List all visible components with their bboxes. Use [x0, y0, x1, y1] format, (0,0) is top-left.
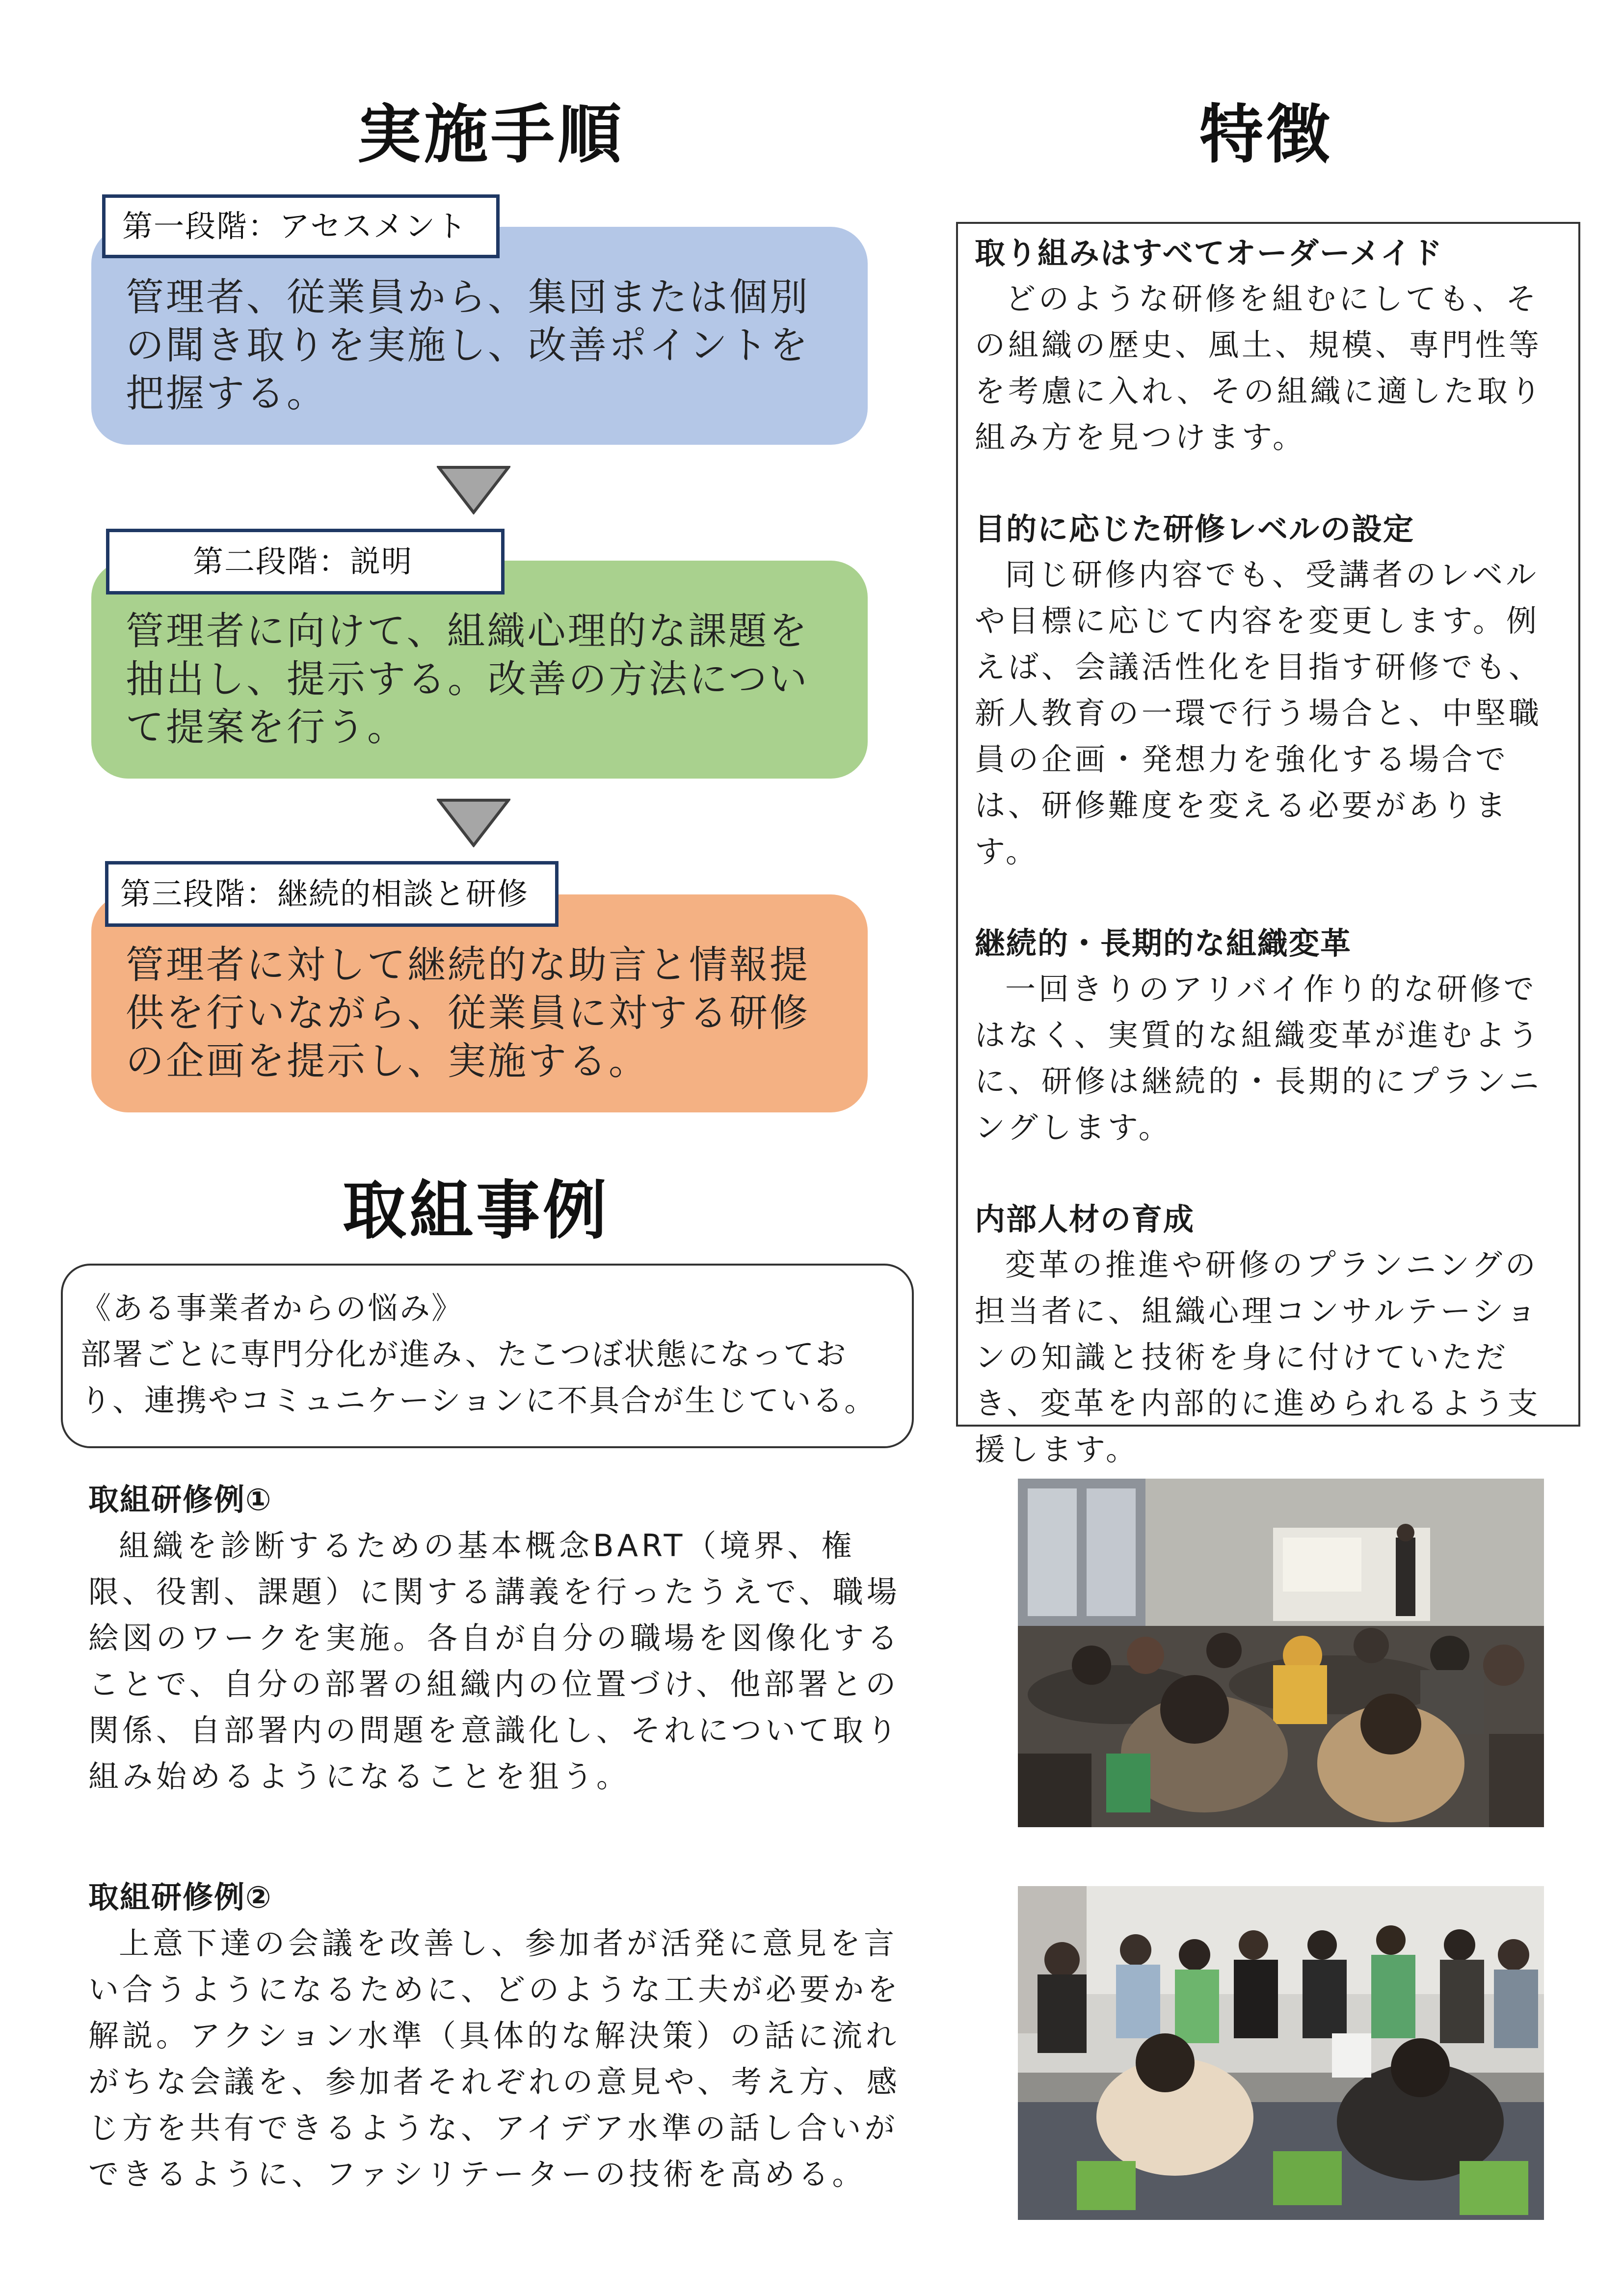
- arrow-down-icon: [437, 465, 510, 516]
- arrow-down-icon: [437, 798, 510, 849]
- step-2-label: 第二段階：説明: [106, 529, 505, 594]
- step-1-box: [91, 227, 868, 445]
- feature-1-body: どのような研修を組むにしても、その組織の歴史、風土、規模、専門性等を考慮に入れ、その組織に適した取り組み方を見つけます。: [975, 281, 1544, 455]
- feature-2-title: 目的に応じた研修レベルの設定: [975, 511, 1415, 547]
- case-2-title: 取組研修例②: [88, 1879, 272, 1915]
- concern-text: 部署ごとに専門分化が進み、たこつぼ状態になっており、連携やコミュニケーションに不具合が生じている。: [80, 1336, 877, 1418]
- case-1-title: 取組研修例①: [88, 1482, 272, 1517]
- case-1: [88, 1477, 923, 1800]
- seminar-photo-2: [1018, 1886, 1544, 2220]
- step-3-label: 第三段階：継続的相談と研修: [105, 861, 559, 927]
- feature-3-body: 一回きりのアリバイ作り的な研修ではなく、実質的な組織変革が進むように、研修は継続的・長期的にプランニングします。: [975, 971, 1543, 1145]
- concern-box: [61, 1264, 914, 1448]
- case-1-body: 組織を診断するための基本概念BART（境界、権限、役割、課題）に関する講義を行ったうえで、職場絵図のワークを実施。各自が自分の職場を図像化することで、自分の部署の組織内の位置づけ、他部署との関係、自部署内の問題を意識化し、それについて取り組み始めるようになることを狙う。: [88, 1528, 902, 1794]
- step-1-text: 管理者、従業員から、集団または個別の聞き取りを実施し、改善ポイントを把握する。: [126, 275, 810, 416]
- seminar-photo-1: [1018, 1479, 1544, 1827]
- feature-2-body: 同じ研修内容でも、受講者のレベルや目標に応じて内容を変更します。例えば、会議活性化を目指す研修でも、新人教育の一環で行う場合と、中堅職員の企画・発想力を強化する場合では、研修難度を変える必要があります。: [975, 557, 1543, 869]
- feature-4-body: 変革の推進や研修のプランニングの担当者に、組織心理コンサルテーションの知識と技術を身に付けていただき、変革を内部的に進められるよう支援します。: [975, 1247, 1541, 1467]
- step-3-text: 管理者に対して継続的な助言と情報提供を行いながら、従業員に対する研修の企画を提示し、実施する。: [126, 943, 810, 1083]
- features-heading: 特徴: [1199, 97, 1333, 172]
- concern-title: 《ある事業者からの悩み》: [80, 1290, 464, 1326]
- step-1-label: 第一段階：アセスメント: [102, 194, 500, 258]
- step-2-text: 管理者に向けて、組織心理的な課題を抽出し、提示する。改善の方法について提案を行う。: [126, 609, 809, 750]
- cases-heading: 取組事例: [342, 1173, 610, 1248]
- procedure-heading: 実施手順: [357, 97, 624, 172]
- feature-3-title: 継続的・長期的な組織変革: [975, 925, 1352, 961]
- case-2-body: 上意下達の会議を改善し、参加者が活発に意見を言い合うようになるために、どのような工夫が必要かを解説。アクション水準（具体的な解決策）の話に流れがちな会議を、参加者それぞれの意見や、考え方、感じ方を共有できるような、アイデア水準の話し合いができるように、ファシリテーターの技術を高める。: [88, 1925, 902, 2192]
- feature-4-title: 内部人材の育成: [975, 1201, 1195, 1237]
- case-2: [88, 1874, 923, 2197]
- features-box: [956, 222, 1580, 1467]
- feature-1-title: 取り組みはすべてオーダーメイド: [975, 235, 1443, 271]
- step-3-box: [91, 894, 868, 1112]
